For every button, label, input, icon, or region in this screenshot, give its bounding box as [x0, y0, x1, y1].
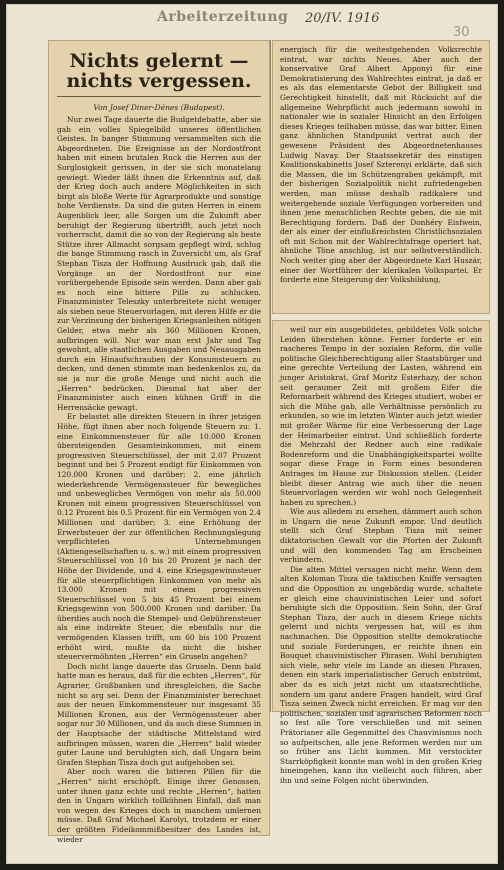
article-title: Nichts gelernt — nichts vergessen. — [57, 51, 261, 97]
paragraph: Doch nicht lange dauerte das Gruseln. Denn bald hatte man es heraus, daß für die echten „Herren“, für Agrarier, Großbanken und ihresgleichen, die Sache nicht so arg sei. Denn der Finanzminister berechnet aus der neuen Einkommensteuer nur insgesamt 35 Millionen Kronen, aus der Vermögenssteuer aber sogar nur 30 Millionen, und da auch diese Summen in der Hauptsache der städtische Mittelstand wird aufbringen müssen, waren die „Herren“ bald wieder guter Laune und beruhigten sich, daß Ungarn beim Grafen Stephan Tisza doch gut aufgehoben sei. — [57, 661, 261, 767]
paragraph: energisch für die weitestgehenden Volksrechte eintrat, war nichts Neues. Aber auch der konservative Graf Albert Apponyi für eine Demokratisierung des Wahlrechtes eintrat, ja daß er es als das elementarste Gebot der Billigkeit und Gerechtigkeit hinstellt, daß mit Rücksicht auf die allgemeine Wehrpflicht auch jedermann sowohl in nationaler wie in sozialer Hinsicht an den Erfolgen dieses Krieges teilhaben müsse, das war bitter. Einen ganz ähnlichen Standpunkt vertrat auch der gewesene Präsident des Abgeordnetenhauses Ludwig Navay. Der Staatssekretär des einstigen Koalitionskabinetts Josef Szterenyi erklärte, daß sich die Massen, die im Schützengraben gekämpft, mit der bisherigen Sozialpolitik nicht zufriedengeben werden, man müsse deshalb radikalere und weitergehende soziale Verfügungen vorbereiten und ihnen jene menschlichen Rechte geben, die sie mit Berechtigung fordern. Daß der Donhéry Eisfwein, der als einer der einflußreichsten Christlichsozialen oft mit Schon mit der Wahlrechtsfrage operiert hat, ähnliche Töne anschlug, ist nur selbstverständlich. Noch weiter ging aber der Abgeordnete Karl Huszár, einer der Wortführer der klerikalen Volkspartei. Er forderte eine Steigerung der Volksbildung, — [280, 45, 482, 285]
paragraph: Aber noch waren die bitteren Pillen für die „Herren“ nicht erschöpft. Einige ihrer Genossen, unter ihnen ganz echte und rechte „Herren“, hatten den in Ungarn wirklich tollkühnen Einfall, daß man von wegen des Krieges doch in manchem umlernen müsse. Daß Graf Michael Karolyi, trotzdem er einer der größten Fideikommißbesitzer des Landes ist, wieder — [57, 767, 261, 844]
article-clipping-right-top — [272, 40, 490, 314]
article-clipping-left — [48, 40, 270, 844]
pencil-page-number: 30 — [453, 25, 470, 40]
paragraph: Er belastet alle direkten Steuern in ihrer jetzigen Höhe, fügt ihnen aber noch folgende Steuern zu: 1. eine Einkommensteuer für alle 10.000 Kronen übersteigenden Gesamteinkommen, mit einem progressiven Steuerschlüssel, der mit 2.07 Prozent beginnt und bei 5 Prozent endigt für Einkommen von 120.000 Kronen und darüber; 2. eine jährlich wiederkehrende Vermögenssteuer für bewegliches und unbewegliches Vermögen von mehr als 50.000 Kronen mit einem progressiven Steuerschlüssel von 0.12 Prozent bis 0.5 Prozent für ein Vermögen von 2.4 Millionen und darüber; 3. eine Erhöhung der Erwerbsteuer der zur öffentlichen Rechnungslegung verpflichteten Unternehmungen (Aktiengesellschaften u. s. w.) mit einem progressiven Steuerschlüssel von 10 bis 20 Prozent je nach der Höhe der Dividende, und 4. eine Kriegsgewinnsteuer für alle steuerpflichtigen Einkommen von mehr als 13.000 Kronen mit einem progressiven Steuerschlüssel von 5 bis 45 Prozent bei einem Kriegsgewinn von 500.000 Kronen und darüber. Da überdies auch noch die Stempel- und Gebührensteuer als eine indirekte Steuer, die ebenfalls nur die vermögenden Klassen trifft, um 60 bis 100 Prozent erhöht wird, mußte da nicht die bisher steuervermöhnten „Herren“ ein Gruseln angehen? — [57, 412, 261, 662]
article-clipping-right-bottom — [272, 320, 490, 785]
column-divider — [270, 40, 271, 712]
paragraph: Wie aus alledem zu ersehen, dämmert auch schon in Ungarn die neue Zukunft empor. Und deutlich stellt sich Graf Stephan Tisza mit seiner diktatorischen Gewalt vor die Pforten der Zukunft und will den kommenden Tag am Erscheinen verhindern. — [280, 507, 482, 565]
newspaper-masthead: Arbeiterzeitung — [157, 9, 289, 25]
article-body-right-top — [280, 45, 482, 285]
article-body-left — [57, 115, 261, 844]
handwritten-date: 20/IV. 1916 — [305, 11, 380, 26]
article-byline: Von Josef Diner-Dénes (Budapest). — [93, 103, 225, 112]
paragraph: Die alten Mittel versagen nicht mehr. Wenn dem alten Koloman Tisza die taktischen Kniffe versagten und die Opposition zu ungebärdig wurde, schaltete er gleich eine chauvinistischen Leier und sofort beruhigte sich die Opposition. Sein Sohn, der Graf Stephan Tisza, der auch in diesem Kriege nichts gelernt und nichts vergessen hat, will es ihm nachmachen. Die Opposition stellte demokratische und soziale Forderungen, er reichte ihnen ein Bouquet chauvinistischer Phrasen. Wohl beruhigten sich viele, sehr viele im Lande an diesen Phrasen, denen ein stark imperialistischer Geruch entströmt, aber da es sich jetzt nicht um staatsrechtliche, sondern um ganz andere Fragen handelt, wird Graf Tisza seinen Zweck nicht erreichen. Er mag vor den politischen, sozialen und agrarischen Reformen noch so fest alle Tore verschließen und mit seinen Prätorianer alle Gegenmittel des Chauvinismus noch so aufpeitschen, alle jene Reformen werden nur um so früher ans Licht kommen. Mit verstockter Starrköpfigkeit konnte man wohl in den großen Krieg hineingehen, kann ihn vielleicht auch führen, aber ihn und seine Folgen nicht überwinden. — [280, 564, 482, 785]
article-body-right-bottom — [280, 325, 482, 786]
paragraph: Nur zwei Tage dauerte die Budgetdebatte, aber sie gab ein volles Spiegelbild unseres öffentlichen Geistes. In banger Stimmung versammelten sich die Abgeordneten. Die Ereignisse an der Nordostfront haben mit einem brutalen Ruck die Herren aus der Sorglosigkeit gerissen, in der sie sich monatelang gewiegt. Wieder läßt ihnen die Erkenntnis auf, daß der Krieg doch auch andere Möglichkeiten in sich birgt als bloße Werte für Agrarprodukte und sonstige hohe Verdienste. Da sind die guten Herren in einem Augenblick leer, alle Sorgen um die Zukunft aber beruhigt der Regierung übertrifft, auch jetzt noch vorherrscht, damit die so von der Regierung als beste Stütze ihrer Allmacht sorgsam gepflegt wird, schlug die bange Stimmung rasch in Zuversicht um, als Graf Stephan Tisza der Hoffnung Ausdruck gab, daß die Vorgänge an der Nordostfront nur eine vorübergehende Episode sein werden. Dann aber gab es noch eine bittere Pille zu schlucken. Finanzminister Teleszky unterbreitete nicht weniger als sieben neue Steuervorlagen, mit deren Hilfe er die zur Verzinsung der bisherigen Kriegsanleihen nötigen Gelder, etwa mehr als 360 Millionen Kronen, aufbringen will. Nur war man erst Jahr und Tag gewohnt, alle staatlichen Ausgaben und Neuausgaben durch ein Hinaufschrauben der Konsumsteuern zu decken, und denen stimmte man bedenkenlos zu, da sie ja nur die große Menge und nicht auch die „Herren“ bedrücken. Diesmal hat aber der Finanzminister auch einen kühnen Griff in die Herrensäcke gewagt. — [57, 115, 262, 412]
paragraph: weil nur ein ausgebildetes, gebildetes Volk solche Leiden überstehen könne. Ferner forderte er ein rascheres Tempo in der sozialen Reform, die volle politische Gleichberechtigung aller Staatsbürger und eine gerechte Verteilung der Lasten, während ein junger Aristokrat, Graf Moritz Esterhazy, der schon seit geraumer Zeit mit großem Eifer die Reformarbeit während des Krieges studiert, wobei er sich die Mühe gab, alle Verhältnisse persönlich zu erkunden, so wie im letzten Winter auch jetzt wieder mit großer Wärme für eine Verbesserung der Lage der Heimarbeiter eintrat. Und schließlich forderte die Mehrzahl der Redner auch eine radikale Bodenreform und die Unabhängigkeitspartei wollte sogar diese Frage in Form eines besonderen Antrages im Hause zur Diskussion stellen. (Leider bleibt dieser Antrag wie auch über die neuen Steuervorlagen werden wir wohl noch Gelegenheit haben zu sprechen.) — [280, 325, 482, 507]
